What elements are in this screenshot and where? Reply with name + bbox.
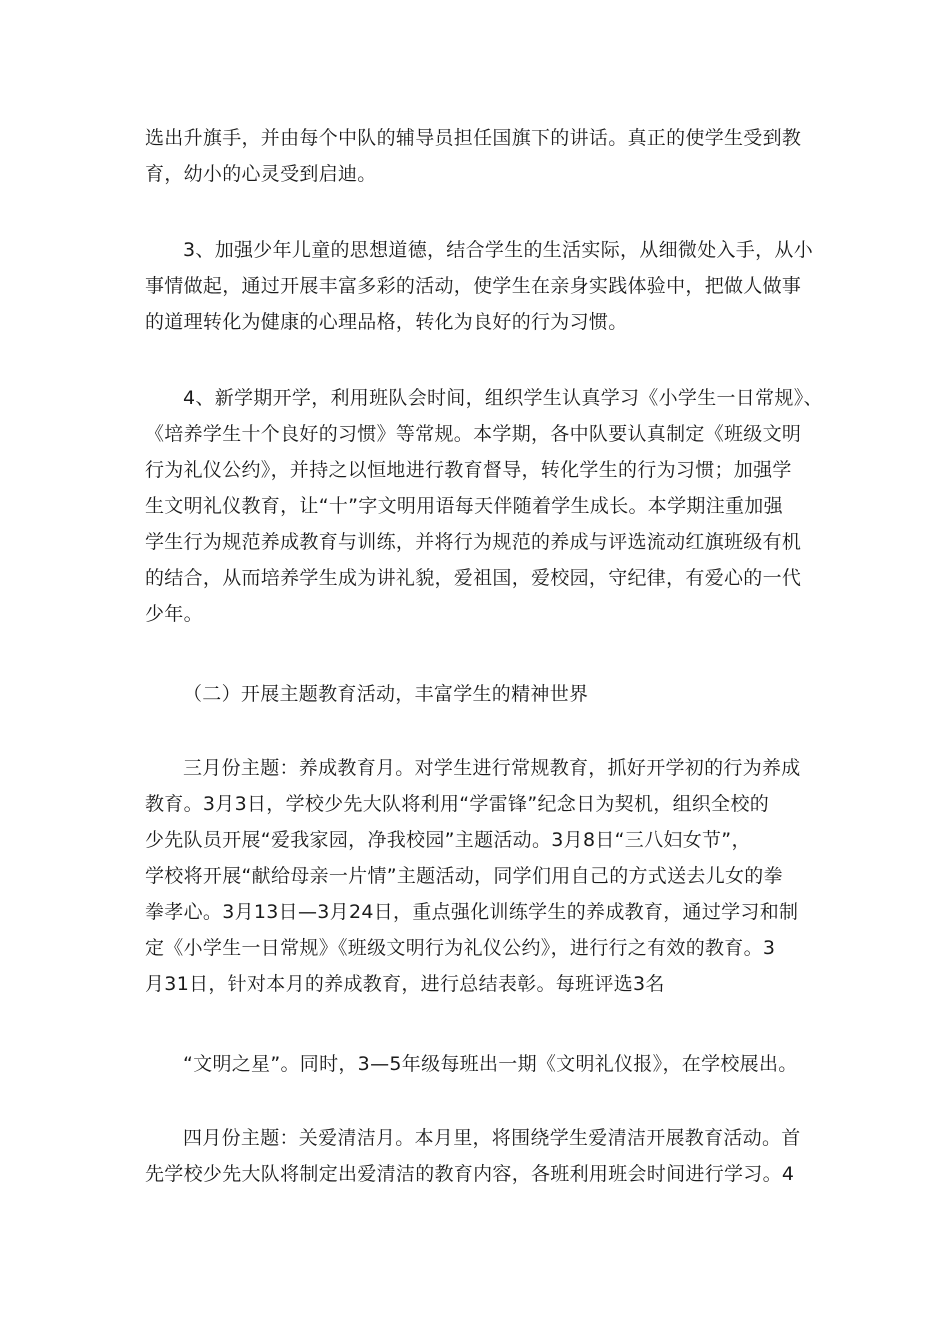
paragraph-march-theme	[145, 750, 815, 1002]
text-line: 少先队员开展“爱我家园，净我校园”主题活动。3月8日“三八妇女节”，	[145, 829, 751, 851]
text-line: 的结合，从而培养学生成为讲礼貌，爱祖国，爱校园，守纪律，有爱心的一代	[145, 567, 802, 589]
text-line: 学校将开展“献给母亲一片情”主题活动，同学们用自己的方式送去儿女的拳	[145, 865, 783, 887]
paragraph-flag-raising	[145, 120, 815, 192]
text-line: 三月份主题：养成教育月。对学生进行常规教育，抓好开学初的行为养成	[183, 757, 801, 779]
text-line: 的道理转化为健康的心理品格，转化为良好的行为习惯。	[145, 311, 628, 333]
text-line: 行为礼仪公约》，并持之以恒地进行教育督导，转化学生的行为习惯；加强学	[145, 459, 792, 481]
paragraph-item-4	[145, 380, 823, 632]
paragraph-civility-star	[145, 1046, 815, 1082]
text-line: 3、加强少年儿童的思想道德，结合学生的生活实际，从细微处入手，从小	[183, 239, 813, 261]
paragraph-item-3	[145, 232, 815, 340]
text-line: 四月份主题：关爱清洁月。本月里，将围绕学生爱清洁开展教育活动。首	[183, 1127, 801, 1149]
text-line: “文明之星”。同时，3—5年级每班出一期《文明礼仪报》，在学校展出。	[183, 1053, 798, 1075]
text-line: 育，幼小的心灵受到启迪。	[145, 163, 377, 185]
paragraph-april-theme	[145, 1120, 815, 1192]
heading-line: （二）开展主题教育活动，丰富学生的精神世界	[183, 683, 589, 705]
text-line: 4、新学期开学，利用班队会时间，组织学生认真学习《小学生一日常规》、	[183, 387, 823, 409]
text-line: 事情做起，通过开展丰富多彩的活动，使学生在亲身实践体验中，把做人做事	[145, 275, 802, 297]
section-heading-theme-activities	[145, 676, 815, 712]
text-line: 月31日，针对本月的养成教育，进行总结表彰。每班评选3名	[145, 973, 665, 995]
text-line: 定《小学生一日常规》《班级文明行为礼仪公约》，进行行之有效的教育。3	[145, 937, 776, 959]
text-line: 先学校少先大队将制定出爱清洁的教育内容，各班利用班会时间进行学习。4	[145, 1163, 795, 1185]
text-line: 选出升旗手，并由每个中队的辅导员担任国旗下的讲话。真正的使学生受到教	[145, 127, 802, 149]
text-line: 少年。	[145, 603, 203, 625]
text-line: 《培养学生十个良好的习惯》等常规。本学期，各中队要认真制定《班级文明	[145, 423, 802, 445]
text-line: 拳孝心。3月13日—3月24日，重点强化训练学生的养成教育，通过学习和制	[145, 901, 799, 923]
text-line: 生文明礼仪教育，让“十”字文明用语每天伴随着学生成长。本学期注重加强	[145, 495, 783, 517]
text-line: 教育。3月3日，学校少先大队将利用“学雷锋”纪念日为契机，组织全校的	[145, 793, 770, 815]
text-line: 学生行为规范养成教育与训练，并将行为规范的养成与评选流动红旗班级有机	[145, 531, 802, 553]
